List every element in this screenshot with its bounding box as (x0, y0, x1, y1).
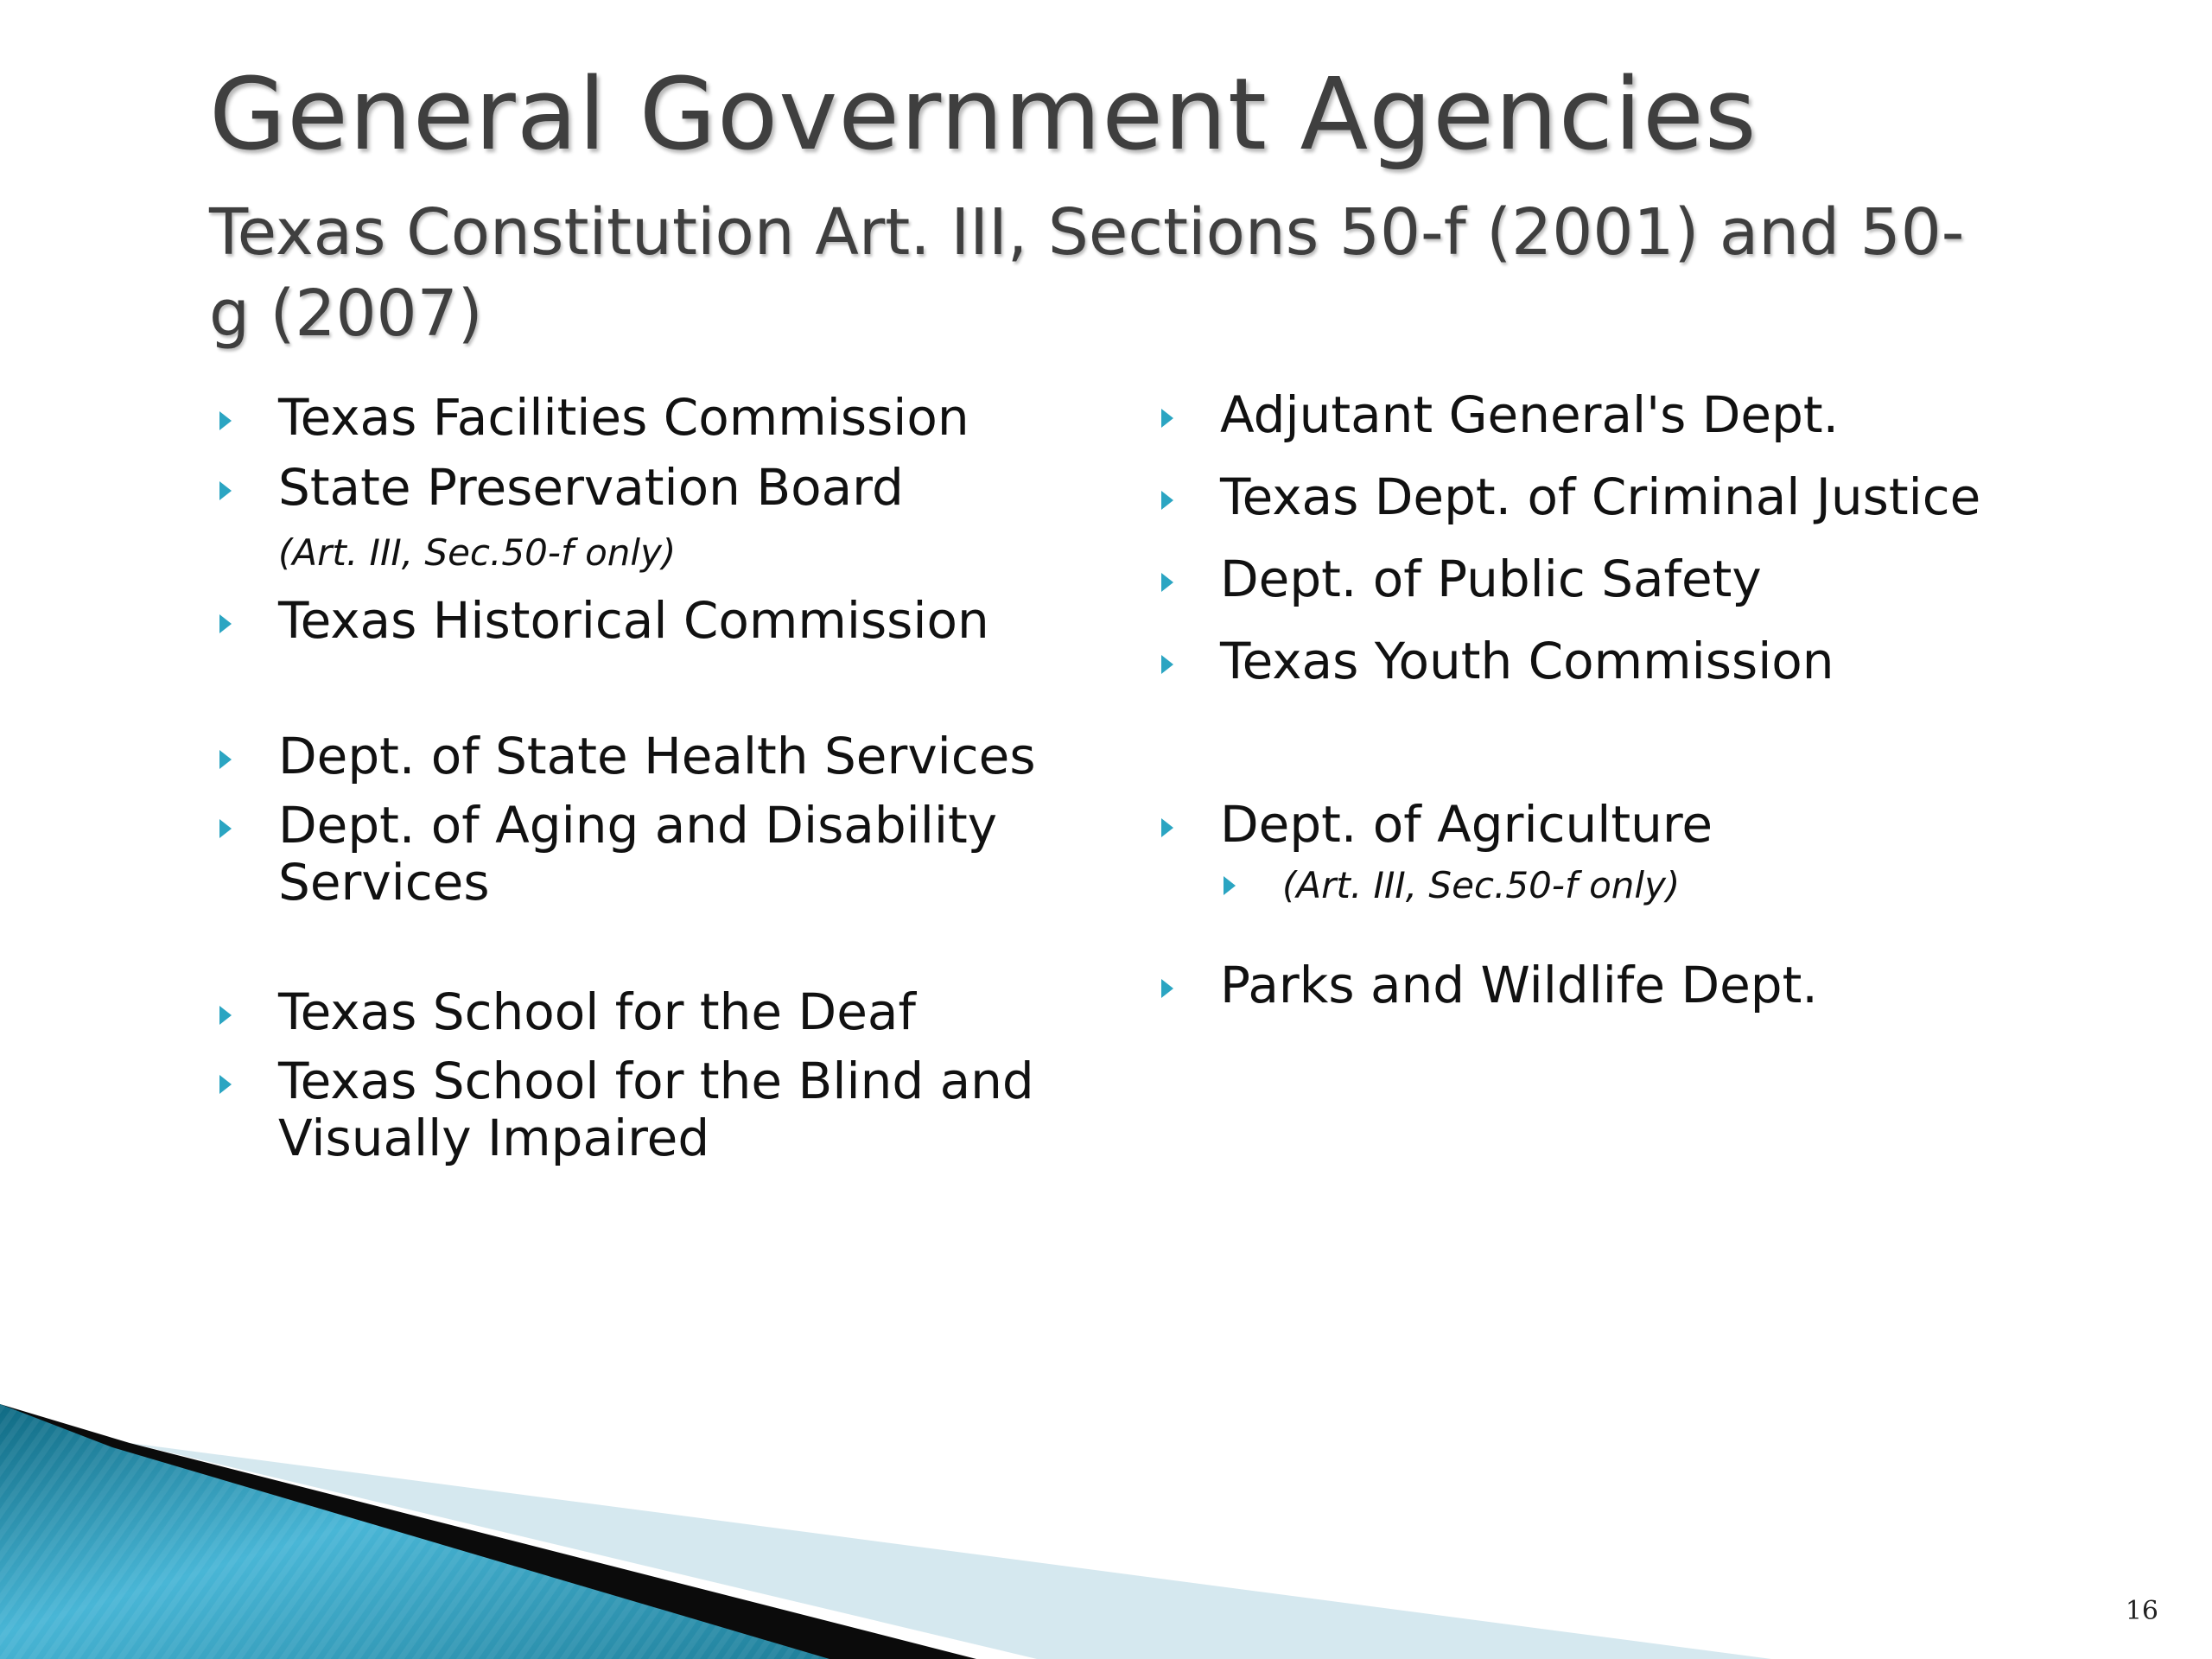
list-item (216, 459, 1123, 516)
bullet-arrow-icon (1161, 979, 1173, 998)
agency-name: Dept. of Aging and Disability Services (278, 796, 998, 912)
footer-swoosh-decoration (0, 1382, 2212, 1659)
agency-note: (Art. III, Sec.50-f only) (1282, 864, 1681, 906)
agency-name: Dept. of State Health Services (278, 727, 1036, 785)
agency-name: Dept. of Public Safety (1220, 550, 1762, 608)
agency-name: Parks and Wildlife Dept. (1220, 956, 1818, 1014)
bullet-arrow-icon (219, 1075, 232, 1094)
bullet-arrow-icon (219, 750, 232, 769)
agency-note: (Art. III, Sec.50-f only) (278, 531, 677, 574)
bullet-arrow-icon (219, 819, 232, 838)
list-sub-item (1220, 861, 2152, 910)
bullet-arrow-icon (219, 614, 232, 633)
list-item (216, 728, 1123, 785)
list-item (1158, 796, 2152, 853)
list-item (1158, 386, 2152, 443)
agency-name: Dept. of Agriculture (1220, 795, 1713, 854)
agency-name: State Preservation Board (278, 458, 904, 517)
list-item (1158, 957, 2152, 1014)
bullet-arrow-icon (219, 411, 232, 430)
bullet-arrow-icon (219, 481, 232, 500)
list-item (1158, 632, 2152, 690)
list-item (1158, 468, 2152, 525)
bullet-arrow-icon (1224, 876, 1236, 895)
list-item (216, 1052, 1123, 1166)
slide-subtitle: Texas Constitution Art. III, Sections 50-f (2001) and 50-g (2007) (209, 195, 1965, 351)
bullet-arrow-icon (1161, 655, 1173, 674)
list-item (216, 389, 1123, 446)
agency-name: Texas School for the Deaf (278, 982, 916, 1041)
bullet-arrow-icon (1161, 409, 1173, 428)
list-item (216, 592, 1123, 649)
list-item (216, 983, 1123, 1040)
agency-name: Texas Dept. of Criminal Justice (1220, 467, 1981, 526)
list-item (1158, 550, 2152, 607)
agency-name: Texas Facilities Commission (278, 388, 969, 447)
left-agency-list (216, 389, 1123, 1166)
bullet-arrow-icon (1161, 818, 1173, 837)
bullet-arrow-icon (1161, 491, 1173, 510)
slide-title: General Government Agencies (209, 57, 1758, 173)
agency-name: Adjutant General's Dept. (1220, 385, 1840, 444)
agency-name: Texas School for the Blind and Visually Impaired (278, 1052, 1034, 1167)
bullet-arrow-icon (1161, 573, 1173, 592)
list-item (216, 797, 1123, 911)
right-agency-list (1158, 386, 2152, 1014)
bullet-arrow-icon (219, 1006, 232, 1025)
agency-name: Texas Historical Commission (278, 591, 989, 650)
page-number: 16 (2125, 1596, 2158, 1626)
agency-name: Texas Youth Commission (1220, 632, 1834, 690)
